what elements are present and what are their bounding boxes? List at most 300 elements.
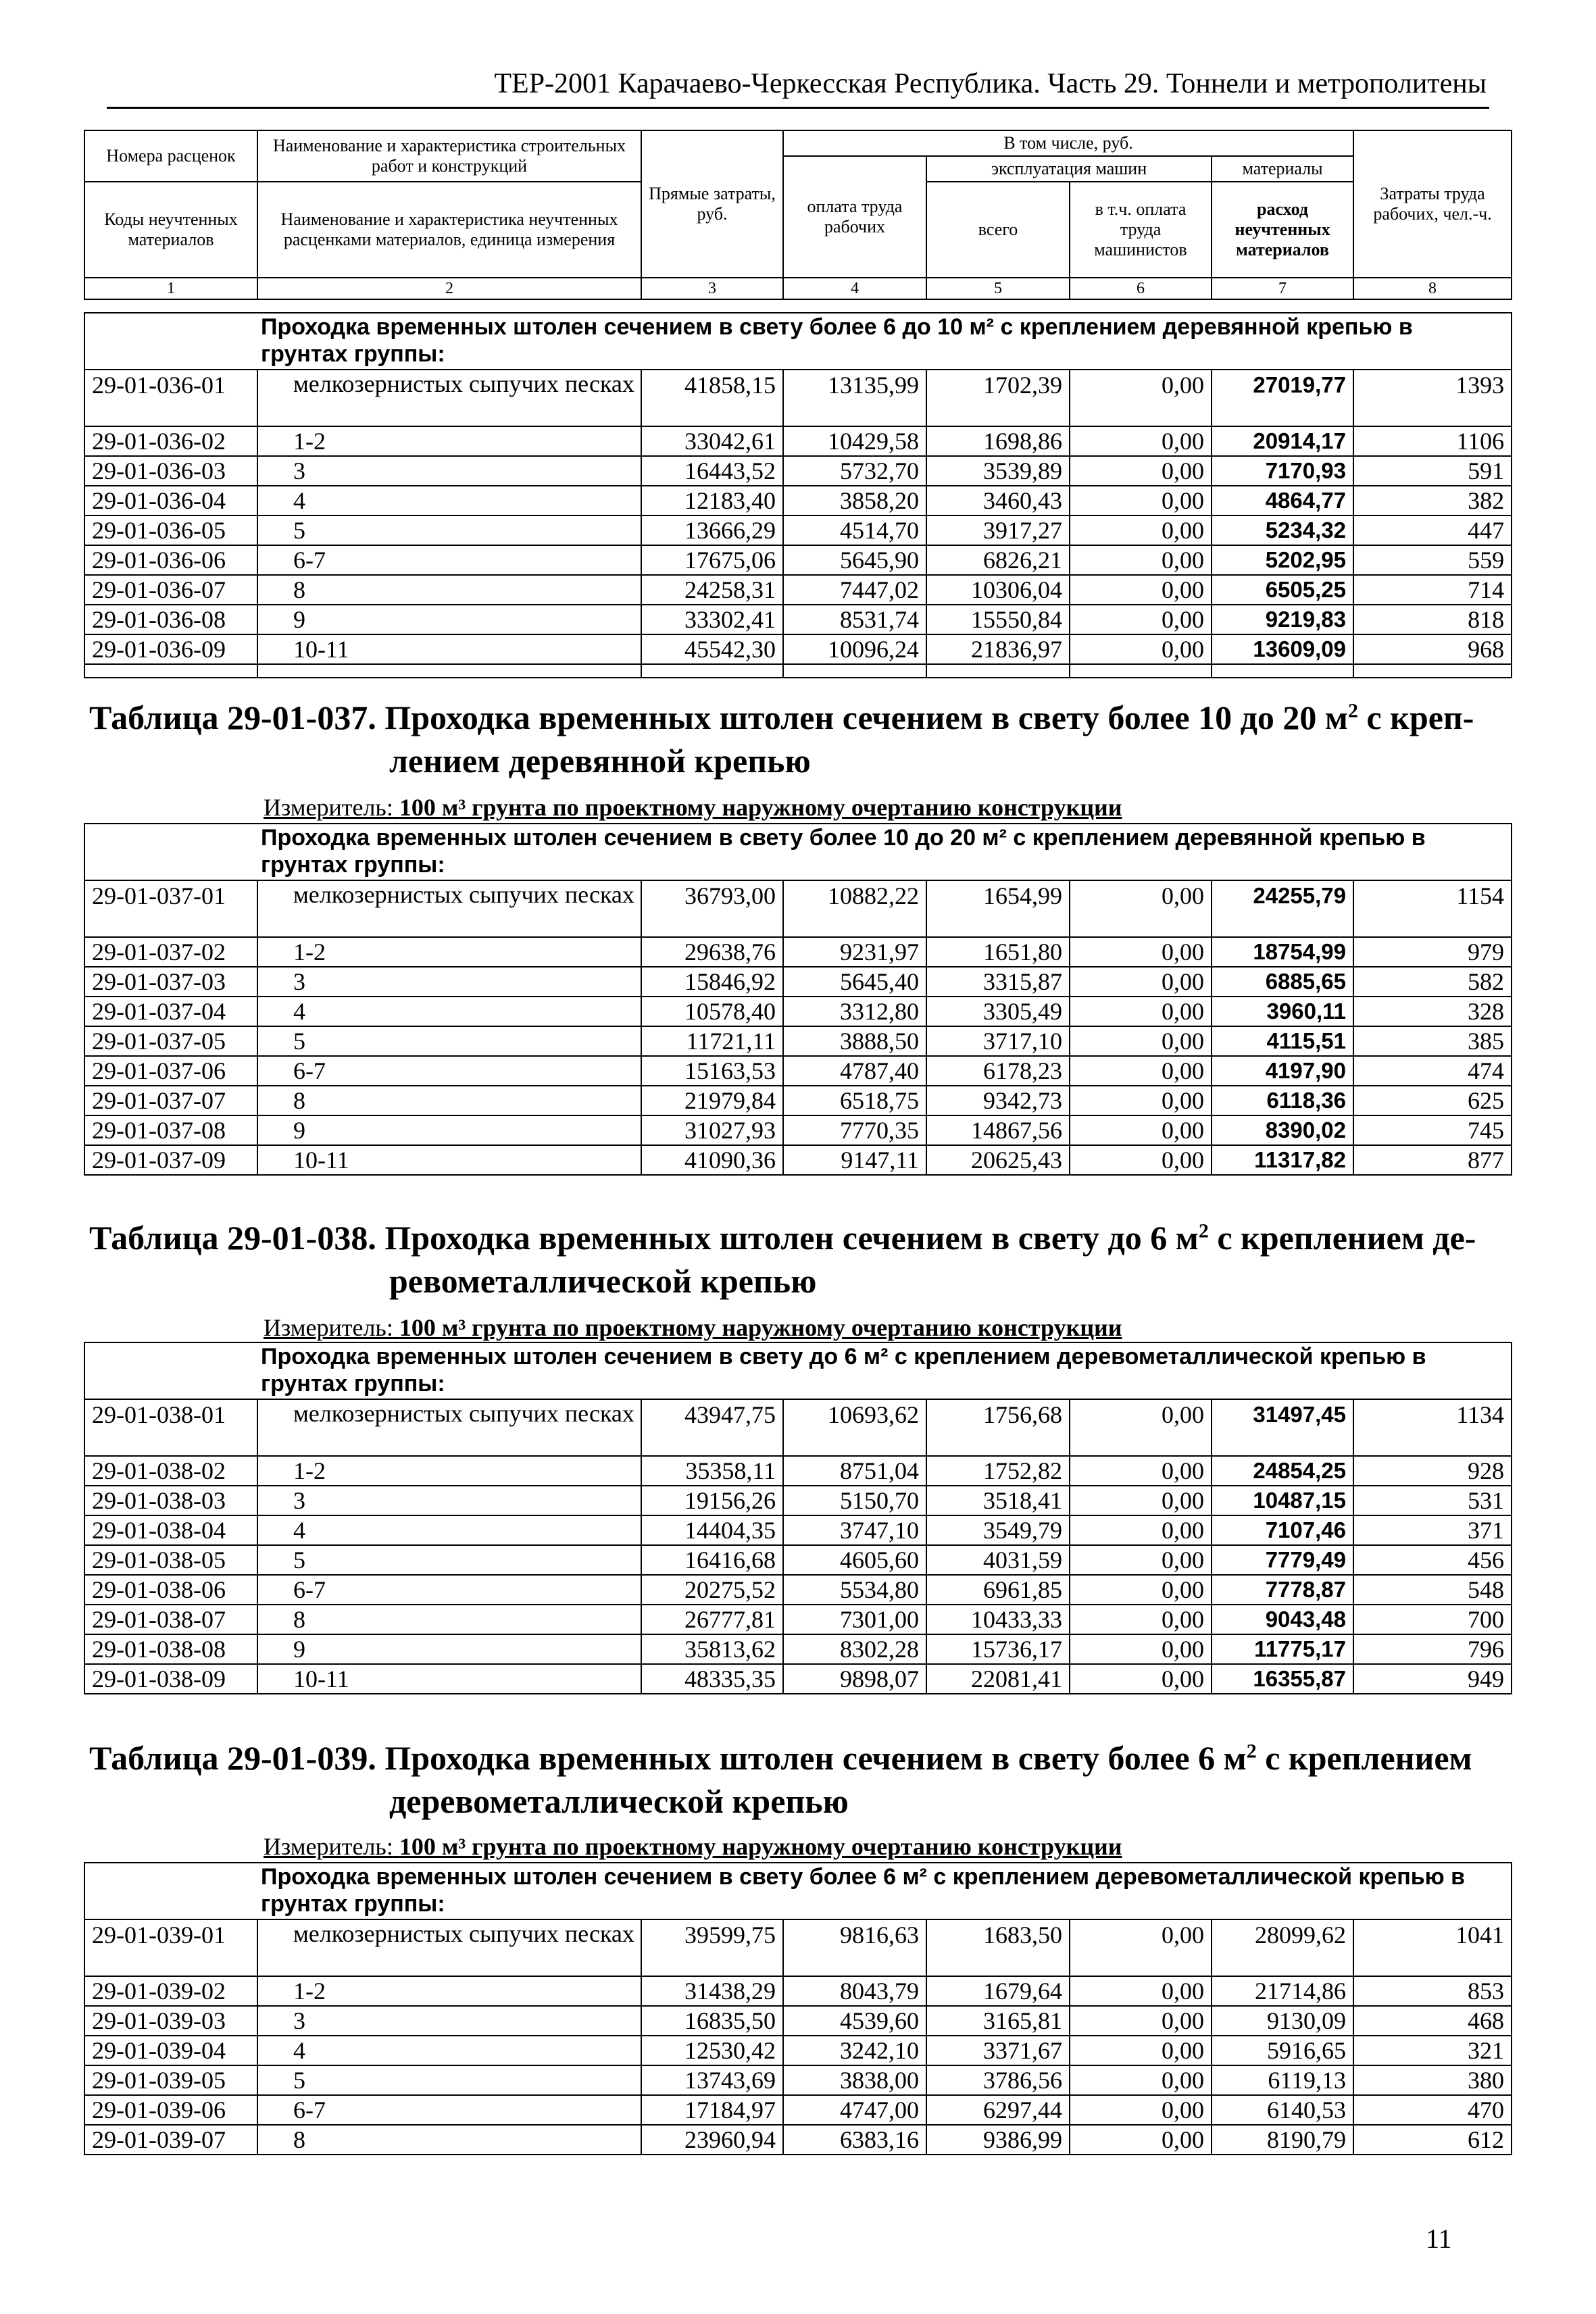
table-row [84,545,1512,575]
column-header-block [84,130,1511,300]
header-rule [107,107,1489,109]
table-row [84,1575,1512,1605]
table-039-block [84,1862,1511,2155]
cell-machines-total: 3518,41 [926,1486,1070,1515]
cell-machines-total: 6178,23 [926,1056,1070,1086]
cell-rate-code: 29-01-037-06 [84,1056,257,1086]
cell-machinists-pay: 0,00 [1070,1605,1212,1634]
colnum-4: 4 [783,278,926,299]
cell-direct-costs: 26777,81 [641,1605,783,1634]
cell-materials-cost: 11775,17 [1212,1634,1353,1664]
cell-labor-hours: 745 [1353,1115,1512,1145]
cell-materials-cost: 9043,48 [1212,1605,1353,1634]
spacer-cell [783,664,926,678]
cell-work-name: 8 [257,575,641,605]
table-caption-039 [89,1736,1515,1823]
cell-machines-total: 6297,44 [926,2095,1070,2125]
table-row [84,1545,1512,1575]
cell-machinists-pay: 0,00 [1070,1664,1212,1694]
table-label-039: Таблица 29-01-039. [89,1739,376,1777]
cell-labor-hours: 531 [1353,1486,1512,1515]
header-machines-total: всего [926,182,1070,278]
cell-machinists-pay: 0,00 [1070,2006,1212,2036]
cell-direct-costs: 43947,75 [641,1399,783,1456]
cell-materials-cost: 10487,15 [1212,1486,1353,1515]
table-row [84,1976,1512,2006]
cell-labor-pay: 3747,10 [783,1515,926,1545]
cell-labor-pay: 3858,20 [783,486,926,515]
cell-machines-total: 14867,56 [926,1115,1070,1145]
cell-machines-total: 6826,21 [926,545,1070,575]
cell-machines-total: 4031,59 [926,1545,1070,1575]
cell-rate-code: 29-01-039-03 [84,2006,257,2036]
cell-machinists-pay: 0,00 [1070,370,1212,426]
cell-rate-code: 29-01-039-07 [84,2125,257,2155]
cell-work-name: 6-7 [257,2095,641,2125]
cell-work-name: 1-2 [257,426,641,456]
measure-prefix-039: Измеритель: [264,1833,393,1860]
cell-labor-pay: 5534,80 [783,1575,926,1605]
cell-work-name: 8 [257,1086,641,1115]
cell-rate-code: 29-01-038-07 [84,1605,257,1634]
cell-rate-code: 29-01-036-02 [84,426,257,456]
cell-materials-cost: 6119,13 [1212,2065,1353,2095]
colnum-1: 1 [84,278,257,299]
table-039 [84,1862,1512,2155]
cell-work-name: 4 [257,997,641,1026]
cell-labor-hours: 321 [1353,2036,1512,2065]
cell-labor-pay: 9898,07 [783,1664,926,1694]
table-title-038-c: ревометаллической крепью [389,1262,817,1300]
header-name-unaccounted: Наименование и характеристика неучтенных расценками материалов, единица измерения [257,182,641,278]
cell-machines-total: 15736,17 [926,1634,1070,1664]
cell-machinists-pay: 0,00 [1070,1056,1212,1086]
spacer-cell [1070,664,1212,678]
cell-direct-costs: 10578,40 [641,997,783,1026]
table-row [84,1919,1512,1976]
cell-direct-costs: 24258,31 [641,575,783,605]
cell-materials-cost: 6885,65 [1212,967,1353,997]
cell-labor-pay: 3888,50 [783,1026,926,1056]
cell-work-name: 5 [257,515,641,545]
cell-labor-hours: 380 [1353,2065,1512,2095]
cell-labor-pay: 6383,16 [783,2125,926,2155]
cell-labor-pay: 7447,02 [783,575,926,605]
cell-machines-total: 21836,97 [926,634,1070,664]
table-036 [84,312,1512,678]
measure-text-039: 100 м³ грунта по проектному наружному очертанию конструкции [399,1833,1122,1860]
cell-rate-code: 29-01-039-01 [84,1919,257,1976]
cell-labor-pay: 7301,00 [783,1605,926,1634]
cell-direct-costs: 31438,29 [641,1976,783,2006]
cell-materials-cost: 4115,51 [1212,1026,1353,1056]
table-title-038-b: с креплением де- [1208,1219,1476,1257]
cell-labor-hours: 582 [1353,967,1512,997]
cell-labor-hours: 470 [1353,2095,1512,2125]
table-row [84,1056,1512,1086]
cell-labor-hours: 591 [1353,456,1512,486]
table-row [84,880,1512,937]
cell-work-name: 9 [257,1634,641,1664]
spacer-cell [84,664,257,678]
cell-machines-total: 3371,67 [926,2036,1070,2065]
cell-direct-costs: 31027,93 [641,1115,783,1145]
table-row [84,2036,1512,2065]
cell-machinists-pay: 0,00 [1070,605,1212,634]
cell-labor-hours: 447 [1353,515,1512,545]
measure-038 [264,1313,1507,1342]
cell-work-name: мелкозернистых сыпучих песках [257,1919,641,1976]
cell-labor-pay: 9147,11 [783,1145,926,1175]
table-label-038: Таблица 29-01-038. [89,1219,376,1257]
cell-work-name: 5 [257,1545,641,1575]
cell-labor-pay: 5150,70 [783,1486,926,1515]
table-036-block [84,312,1511,678]
table-row [84,1145,1512,1175]
cell-work-name: 4 [257,1515,641,1545]
colnum-2: 2 [257,278,641,299]
cell-labor-hours: 468 [1353,2006,1512,2036]
table-title-037-c: лением деревянной крепью [389,742,811,780]
cell-machinists-pay: 0,00 [1070,1399,1212,1456]
table-row [84,1634,1512,1664]
spacer-cell [1212,664,1353,678]
cell-machinists-pay: 0,00 [1070,1919,1212,1976]
cell-materials-cost: 4197,90 [1212,1056,1353,1086]
header-unaccounted-codes: Коды неучтенных материалов [84,182,257,278]
cell-labor-hours: 612 [1353,2125,1512,2155]
cell-direct-costs: 41090,36 [641,1145,783,1175]
cell-materials-cost: 13609,09 [1212,634,1353,664]
cell-labor-hours: 1393 [1353,370,1512,426]
table-title-039-sup: 2 [1246,1740,1257,1763]
cell-materials-cost: 8190,79 [1212,2125,1353,2155]
table-row [84,1486,1512,1515]
cell-materials-cost: 5916,65 [1212,2036,1353,2065]
spacer-cell [257,664,641,678]
table-title-039-b: с креплением [1256,1739,1472,1777]
cell-direct-costs: 12183,40 [641,486,783,515]
cell-machines-total: 1702,39 [926,370,1070,426]
cell-direct-costs: 29638,76 [641,937,783,967]
cell-direct-costs: 21979,84 [641,1086,783,1115]
table-row [84,1115,1512,1145]
cell-rate-code: 29-01-038-04 [84,1515,257,1545]
cell-work-name: 9 [257,605,641,634]
cell-direct-costs: 35358,11 [641,1456,783,1486]
cell-rate-code: 29-01-036-08 [84,605,257,634]
cell-rate-code: 29-01-037-04 [84,997,257,1026]
cell-machines-total: 3539,89 [926,456,1070,486]
section-title-036: Проходка временных штолен сечением в свету более 6 до 10 м² с креплением деревянной крепью в грунтах группы: [84,313,1512,370]
table-row [84,2006,1512,2036]
table-row [84,575,1512,605]
cell-materials-cost: 8390,02 [1212,1115,1353,1145]
cell-rate-code: 29-01-038-08 [84,1634,257,1664]
cell-rate-code: 29-01-036-03 [84,456,257,486]
measure-037 [264,793,1507,822]
cell-labor-pay: 6518,75 [783,1086,926,1115]
spacer-cell [1353,664,1512,678]
cell-materials-cost: 5202,95 [1212,545,1353,575]
cell-materials-cost: 6118,36 [1212,1086,1353,1115]
cell-direct-costs: 16416,68 [641,1545,783,1575]
cell-labor-pay: 10693,62 [783,1399,926,1456]
cell-materials-cost: 9219,83 [1212,605,1353,634]
measure-text-038: 100 м³ грунта по проектному наружному очертанию конструкции [399,1314,1122,1341]
cell-direct-costs: 33042,61 [641,426,783,456]
cell-materials-cost: 24854,25 [1212,1456,1353,1486]
cell-labor-pay: 10096,24 [783,634,926,664]
cell-work-name: 3 [257,2006,641,2036]
table-row [84,937,1512,967]
cell-labor-hours: 928 [1353,1456,1512,1486]
cell-materials-cost: 18754,99 [1212,937,1353,967]
cell-labor-pay: 3242,10 [783,2036,926,2065]
cell-labor-hours: 456 [1353,1545,1512,1575]
header-materials-consumption: расход неучтенных материалов [1212,182,1353,278]
cell-work-name: 5 [257,2065,641,2095]
measure-039 [264,1832,1507,1861]
cell-machines-total: 10306,04 [926,575,1070,605]
cell-labor-hours: 474 [1353,1056,1512,1086]
cell-direct-costs: 39599,75 [641,1919,783,1976]
cell-direct-costs: 11721,11 [641,1026,783,1056]
cell-materials-cost: 16355,87 [1212,1664,1353,1694]
measure-prefix-037: Измеритель: [264,794,393,821]
cell-machines-total: 1683,50 [926,1919,1070,1976]
cell-materials-cost: 7779,49 [1212,1545,1353,1575]
section-title-037: Проходка временных штолен сечением в свету более 10 до 20 м² с креплением деревянной крепью в грунтах группы: [84,824,1512,880]
column-header-table [84,130,1512,300]
cell-labor-hours: 877 [1353,1145,1512,1175]
cell-rate-code: 29-01-037-02 [84,937,257,967]
table-title-038-a: Проходка временных штолен сечением в свету до 6 м [384,1219,1199,1257]
table-row [84,605,1512,634]
cell-direct-costs: 20275,52 [641,1575,783,1605]
cell-work-name: мелкозернистых сыпучих песках [257,370,641,426]
cell-rate-code: 29-01-036-06 [84,545,257,575]
cell-labor-hours: 818 [1353,605,1512,634]
cell-machinists-pay: 0,00 [1070,1634,1212,1664]
cell-work-name: 10-11 [257,1145,641,1175]
table-row [84,456,1512,486]
cell-work-name: 6-7 [257,1056,641,1086]
cell-work-name: 10-11 [257,1664,641,1694]
table-title-039-c: деревометаллической крепью [389,1782,849,1820]
cell-materials-cost: 20914,17 [1212,426,1353,456]
cell-rate-code: 29-01-038-09 [84,1664,257,1694]
cell-work-name: 6-7 [257,1575,641,1605]
cell-direct-costs: 16835,50 [641,2006,783,2036]
table-row [84,1086,1512,1115]
colnum-6: 6 [1070,278,1212,299]
section-title-038: Проходка временных штолен сечением в свету до 6 м² с креплением деревометаллической крепью в грунтах группы: [84,1342,1512,1399]
cell-labor-hours: 700 [1353,1605,1512,1634]
cell-work-name: мелкозернистых сыпучих песках [257,1399,641,1456]
cell-materials-cost: 21714,86 [1212,1976,1353,2006]
header-materials: материалы [1212,156,1353,182]
table-038 [84,1342,1512,1694]
cell-rate-code: 29-01-038-03 [84,1486,257,1515]
table-037-block [84,823,1511,1176]
cell-direct-costs: 17184,97 [641,2095,783,2125]
cell-materials-cost: 6140,53 [1212,2095,1353,2125]
cell-materials-cost: 7778,87 [1212,1575,1353,1605]
table-spacer-row [84,664,1512,678]
table-row [84,2125,1512,2155]
cell-labor-pay: 5645,90 [783,545,926,575]
cell-work-name: 3 [257,1486,641,1515]
cell-rate-code: 29-01-037-05 [84,1026,257,1056]
cell-rate-code: 29-01-037-07 [84,1086,257,1115]
cell-labor-pay: 8531,74 [783,605,926,634]
cell-rate-code: 29-01-036-05 [84,515,257,545]
table-row [84,2095,1512,2125]
cell-machines-total: 20625,43 [926,1145,1070,1175]
cell-machinists-pay: 0,00 [1070,1976,1212,2006]
cell-rate-code: 29-01-038-02 [84,1456,257,1486]
cell-machinists-pay: 0,00 [1070,634,1212,664]
cell-machinists-pay: 0,00 [1070,880,1212,937]
cell-direct-costs: 15163,53 [641,1056,783,1086]
cell-work-name: 9 [257,1115,641,1145]
cell-direct-costs: 33302,41 [641,605,783,634]
cell-machinists-pay: 0,00 [1070,575,1212,605]
cell-labor-hours: 371 [1353,1515,1512,1545]
table-row [84,967,1512,997]
cell-direct-costs: 16443,52 [641,456,783,486]
table-row [84,1605,1512,1634]
cell-machinists-pay: 0,00 [1070,515,1212,545]
cell-direct-costs: 17675,06 [641,545,783,575]
spacer-cell [926,664,1070,678]
header-rate-numbers: Номера расценок [84,130,257,182]
cell-rate-code: 29-01-039-06 [84,2095,257,2125]
table-row [84,1456,1512,1486]
cell-machinists-pay: 0,00 [1070,1515,1212,1545]
cell-direct-costs: 35813,62 [641,1634,783,1664]
cell-machines-total: 3917,27 [926,515,1070,545]
cell-labor-hours: 968 [1353,634,1512,664]
cell-rate-code: 29-01-039-04 [84,2036,257,2065]
cell-work-name: 1-2 [257,1456,641,1486]
table-row [84,2065,1512,2095]
cell-rate-code: 29-01-037-09 [84,1145,257,1175]
cell-labor-pay: 8043,79 [783,1976,926,2006]
cell-machinists-pay: 0,00 [1070,426,1212,456]
running-header: ТЕР-2001 Карачаево-Черкесская Республика. Часть 29. Тоннели и метрополитены [494,68,1487,99]
table-title-039-a: Проходка временных штолен сечением в свету более 6 м [384,1739,1247,1777]
cell-machines-total: 3460,43 [926,486,1070,515]
cell-materials-cost: 5234,32 [1212,515,1353,545]
table-row [84,1664,1512,1694]
table-title-037-a: Проходка временных штолен сечением в свету более 10 до 20 м [384,699,1348,736]
cell-work-name: 8 [257,1605,641,1634]
cell-labor-hours: 949 [1353,1664,1512,1694]
table-label-037: Таблица 29-01-037. [89,699,376,736]
cell-machines-total: 1756,68 [926,1399,1070,1456]
cell-machines-total: 15550,84 [926,605,1070,634]
measure-prefix-038: Измеритель: [264,1314,393,1341]
cell-work-name: 8 [257,2125,641,2155]
cell-labor-pay: 8302,28 [783,1634,926,1664]
header-name-char: Наименование и характеристика строительных работ и конструкций [257,130,641,182]
cell-work-name: 1-2 [257,937,641,967]
cell-labor-hours: 385 [1353,1026,1512,1056]
cell-work-name: 3 [257,967,641,997]
cell-machinists-pay: 0,00 [1070,2095,1212,2125]
cell-materials-cost: 3960,11 [1212,997,1353,1026]
cell-work-name: 1-2 [257,1976,641,2006]
cell-machinists-pay: 0,00 [1070,1026,1212,1056]
cell-machinists-pay: 0,00 [1070,1145,1212,1175]
table-row [84,634,1512,664]
cell-rate-code: 29-01-038-05 [84,1545,257,1575]
table-037 [84,823,1512,1176]
cell-labor-pay: 5732,70 [783,456,926,486]
cell-labor-pay: 4514,70 [783,515,926,545]
colnum-8: 8 [1353,278,1512,299]
header-including: В том числе, руб. [783,130,1353,156]
cell-machines-total: 9386,99 [926,2125,1070,2155]
table-row [84,426,1512,456]
cell-labor-pay: 4747,00 [783,2095,926,2125]
table-row [84,1026,1512,1056]
header-machinists-pay: в т.ч. оплата труда машинистов [1070,182,1212,278]
cell-machinists-pay: 0,00 [1070,937,1212,967]
cell-materials-cost: 31497,45 [1212,1399,1353,1456]
cell-machinists-pay: 0,00 [1070,545,1212,575]
cell-rate-code: 29-01-037-03 [84,967,257,997]
cell-labor-hours: 625 [1353,1086,1512,1115]
cell-machines-total: 1679,64 [926,1976,1070,2006]
cell-labor-pay: 9816,63 [783,1919,926,1976]
cell-machines-total: 3549,79 [926,1515,1070,1545]
cell-rate-code: 29-01-039-02 [84,1976,257,2006]
cell-machinists-pay: 0,00 [1070,1086,1212,1115]
measure-text-037: 100 м³ грунта по проектному наружному очертанию конструкции [399,794,1122,821]
cell-materials-cost: 11317,82 [1212,1145,1353,1175]
table-row [84,515,1512,545]
cell-machines-total: 1654,99 [926,880,1070,937]
cell-materials-cost: 7170,93 [1212,456,1353,486]
table-title-037-b: с креп- [1357,699,1474,736]
cell-rate-code: 29-01-038-06 [84,1575,257,1605]
cell-machinists-pay: 0,00 [1070,1575,1212,1605]
cell-materials-cost: 4864,77 [1212,486,1353,515]
cell-machinists-pay: 0,00 [1070,456,1212,486]
cell-labor-hours: 382 [1353,486,1512,515]
spacer-cell [641,664,783,678]
colnum-7: 7 [1212,278,1353,299]
header-labor-pay: оплата труда рабочих [783,156,926,278]
cell-labor-pay: 10882,22 [783,880,926,937]
table-row [84,370,1512,426]
cell-labor-pay: 9231,97 [783,937,926,967]
cell-work-name: 4 [257,2036,641,2065]
cell-materials-cost: 27019,77 [1212,370,1353,426]
cell-direct-costs: 13743,69 [641,2065,783,2095]
cell-labor-hours: 714 [1353,575,1512,605]
cell-labor-pay: 7770,35 [783,1115,926,1145]
cell-machines-total: 3315,87 [926,967,1070,997]
cell-direct-costs: 36793,00 [641,880,783,937]
cell-direct-costs: 19156,26 [641,1486,783,1515]
cell-work-name: 5 [257,1026,641,1056]
cell-machines-total: 6961,85 [926,1575,1070,1605]
cell-machines-total: 1651,80 [926,937,1070,967]
